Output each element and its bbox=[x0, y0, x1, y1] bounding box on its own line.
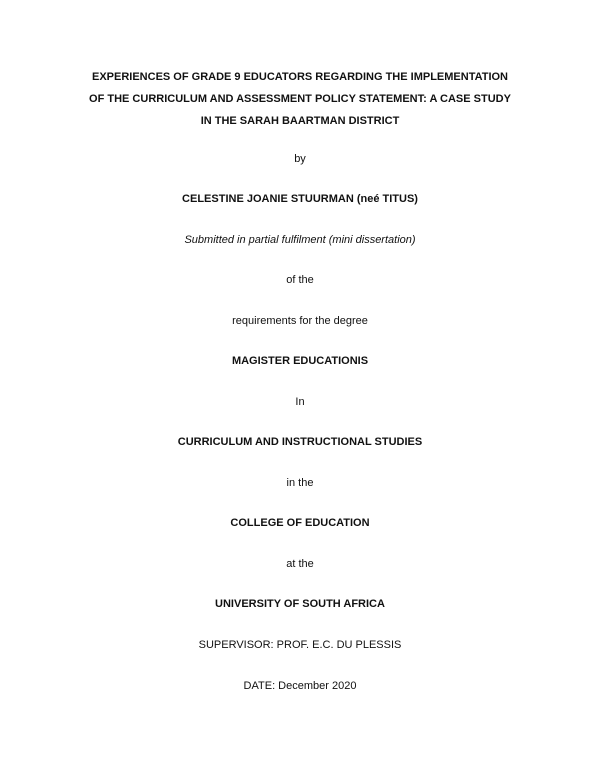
dissertation-title bbox=[0, 66, 600, 132]
at-the-label: at the bbox=[286, 558, 314, 570]
title-line-3: IN THE SARAH BAARTMAN DISTRICT bbox=[200, 115, 400, 127]
degree-name: MAGISTER EDUCATIONIS bbox=[231, 355, 369, 367]
title-line-2: OF THE CURRICULUM AND ASSESSMENT POLICY STATEMENT: A CASE STUDY bbox=[89, 93, 511, 105]
field-of-study: CURRICULUM AND INSTRUCTIONAL STUDIES bbox=[177, 436, 423, 448]
requirements-label: requirements for the degree bbox=[232, 315, 368, 327]
in-the-label: in the bbox=[286, 477, 314, 489]
in-label: In bbox=[295, 396, 305, 408]
college-name: COLLEGE OF EDUCATION bbox=[230, 517, 370, 529]
date-line: DATE: December 2020 bbox=[243, 680, 357, 692]
of-the-label: of the bbox=[286, 274, 314, 286]
supervisor-line: SUPERVISOR: PROF. E.C. DU PLESSIS bbox=[198, 639, 402, 651]
title-line-1: EXPERIENCES OF GRADE 9 EDUCATORS REGARDING THE IMPLEMENTATION bbox=[92, 71, 508, 83]
university-name: UNIVERSITY OF SOUTH AFRICA bbox=[215, 598, 385, 610]
submission-statement: Submitted in partial fulfilment (mini dissertation) bbox=[184, 234, 416, 246]
by-label: by bbox=[294, 153, 306, 165]
author-name: CELESTINE JOANIE STUURMAN (neé TITUS) bbox=[182, 193, 418, 205]
